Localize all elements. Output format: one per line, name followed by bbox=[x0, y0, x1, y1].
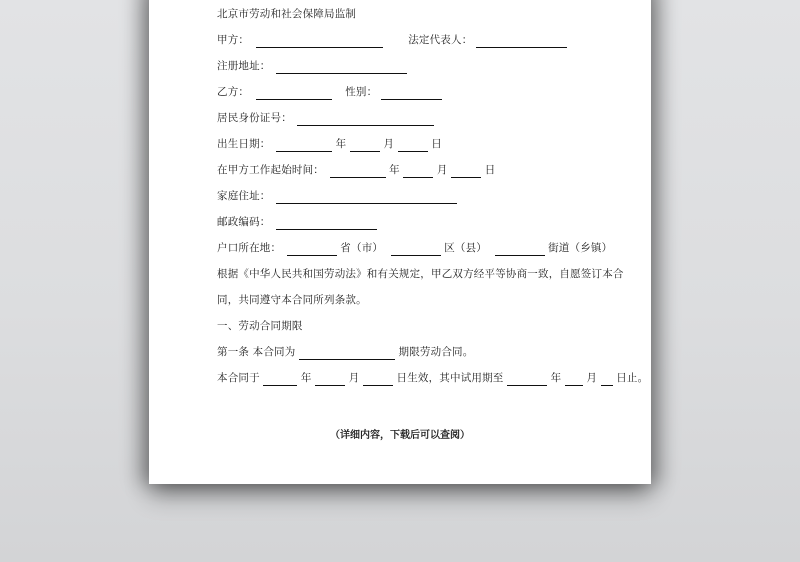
legal-rep-label: 法定代表人： bbox=[408, 34, 473, 46]
street-field[interactable] bbox=[495, 244, 545, 256]
birth-day-field[interactable] bbox=[398, 140, 428, 152]
start-year-field[interactable] bbox=[330, 166, 386, 178]
province-label: 省（市） bbox=[340, 242, 384, 254]
effective-year-field[interactable] bbox=[263, 374, 297, 386]
home-address-row bbox=[217, 188, 457, 204]
party-b-row bbox=[217, 84, 442, 100]
start-date-label: 在甲方工作起始时间： bbox=[217, 164, 324, 176]
province-field[interactable] bbox=[287, 244, 337, 256]
party-b-label: 乙方： bbox=[217, 86, 250, 98]
header-text: 北京市劳动和社会保障局监制 bbox=[217, 8, 357, 20]
probation-month-field[interactable] bbox=[565, 374, 583, 386]
term-row bbox=[217, 370, 648, 386]
hukou-label: 户口所在地： bbox=[217, 242, 282, 254]
birth-year-field[interactable] bbox=[276, 140, 332, 152]
term-effective-text: 日生效，其中试用期至 bbox=[396, 372, 504, 384]
day-label: 日 bbox=[484, 164, 496, 176]
birth-month-field[interactable] bbox=[350, 140, 380, 152]
reg-address-field[interactable] bbox=[276, 62, 407, 74]
section-1-title bbox=[217, 318, 303, 334]
legal-rep-field[interactable] bbox=[476, 36, 567, 48]
document-page bbox=[149, 0, 651, 484]
year-label: 年 bbox=[300, 372, 312, 384]
document-header bbox=[217, 6, 356, 22]
year-label: 年 bbox=[335, 138, 347, 150]
article-1-row bbox=[217, 344, 473, 360]
effective-month-field[interactable] bbox=[315, 374, 345, 386]
year-label: 年 bbox=[389, 164, 400, 176]
month-label: 月 bbox=[348, 372, 360, 384]
party-a-row bbox=[217, 32, 567, 48]
id-number-field[interactable] bbox=[297, 114, 434, 126]
effective-day-field[interactable] bbox=[363, 374, 393, 386]
probation-year-field[interactable] bbox=[507, 374, 547, 386]
postal-code-row bbox=[217, 214, 377, 230]
start-month-field[interactable] bbox=[403, 166, 433, 178]
section-1-title-text: 一、劳动合同期限 bbox=[217, 320, 303, 332]
month-label: 月 bbox=[586, 372, 598, 384]
preamble-line-1 bbox=[217, 266, 624, 282]
reg-address-label: 注册地址： bbox=[217, 60, 271, 72]
contract-term-field[interactable] bbox=[299, 348, 395, 360]
district-label: 区（县） bbox=[444, 242, 488, 254]
home-address-field[interactable] bbox=[276, 192, 457, 204]
term-prefix: 本合同于 bbox=[217, 372, 260, 384]
gender-label: 性别： bbox=[345, 86, 378, 98]
article-1-prefix: 第一条 本合同为 bbox=[217, 346, 296, 358]
postal-code-field[interactable] bbox=[276, 218, 377, 230]
probation-day-field[interactable] bbox=[601, 374, 613, 386]
postal-code-label: 邮政编码： bbox=[217, 216, 271, 228]
month-label: 月 bbox=[383, 138, 395, 150]
id-number-row bbox=[217, 110, 434, 126]
id-number-label: 居民身份证号： bbox=[217, 112, 292, 124]
preamble-line-2 bbox=[217, 292, 367, 308]
gender-field[interactable] bbox=[381, 88, 442, 100]
start-date-row bbox=[217, 162, 495, 178]
preamble-text-1: 根据《中华人民共和国劳动法》和有关规定，甲乙双方经平等协商一致，自愿签订本合 bbox=[217, 268, 624, 280]
reg-address-row bbox=[217, 58, 407, 74]
download-note: （详细内容，下载后可以查阅） bbox=[330, 430, 470, 441]
start-day-field[interactable] bbox=[451, 166, 481, 178]
home-address-label: 家庭住址： bbox=[217, 190, 271, 202]
preamble-text-2: 同，共同遵守本合同所列条款。 bbox=[217, 294, 367, 306]
birth-date-label: 出生日期： bbox=[217, 138, 271, 150]
district-field[interactable] bbox=[391, 244, 441, 256]
birth-date-row bbox=[217, 136, 442, 152]
year-label: 年 bbox=[550, 372, 562, 384]
day-label: 日 bbox=[431, 138, 442, 150]
term-end-text: 日止。 bbox=[616, 372, 649, 384]
article-1-suffix: 期限劳动合同。 bbox=[398, 346, 474, 358]
hukou-row bbox=[217, 240, 612, 256]
street-label: 街道（乡镇） bbox=[548, 242, 613, 254]
party-b-field[interactable] bbox=[256, 88, 332, 100]
month-label: 月 bbox=[436, 164, 448, 176]
party-a-label: 甲方： bbox=[217, 34, 250, 46]
party-a-field[interactable] bbox=[256, 36, 383, 48]
